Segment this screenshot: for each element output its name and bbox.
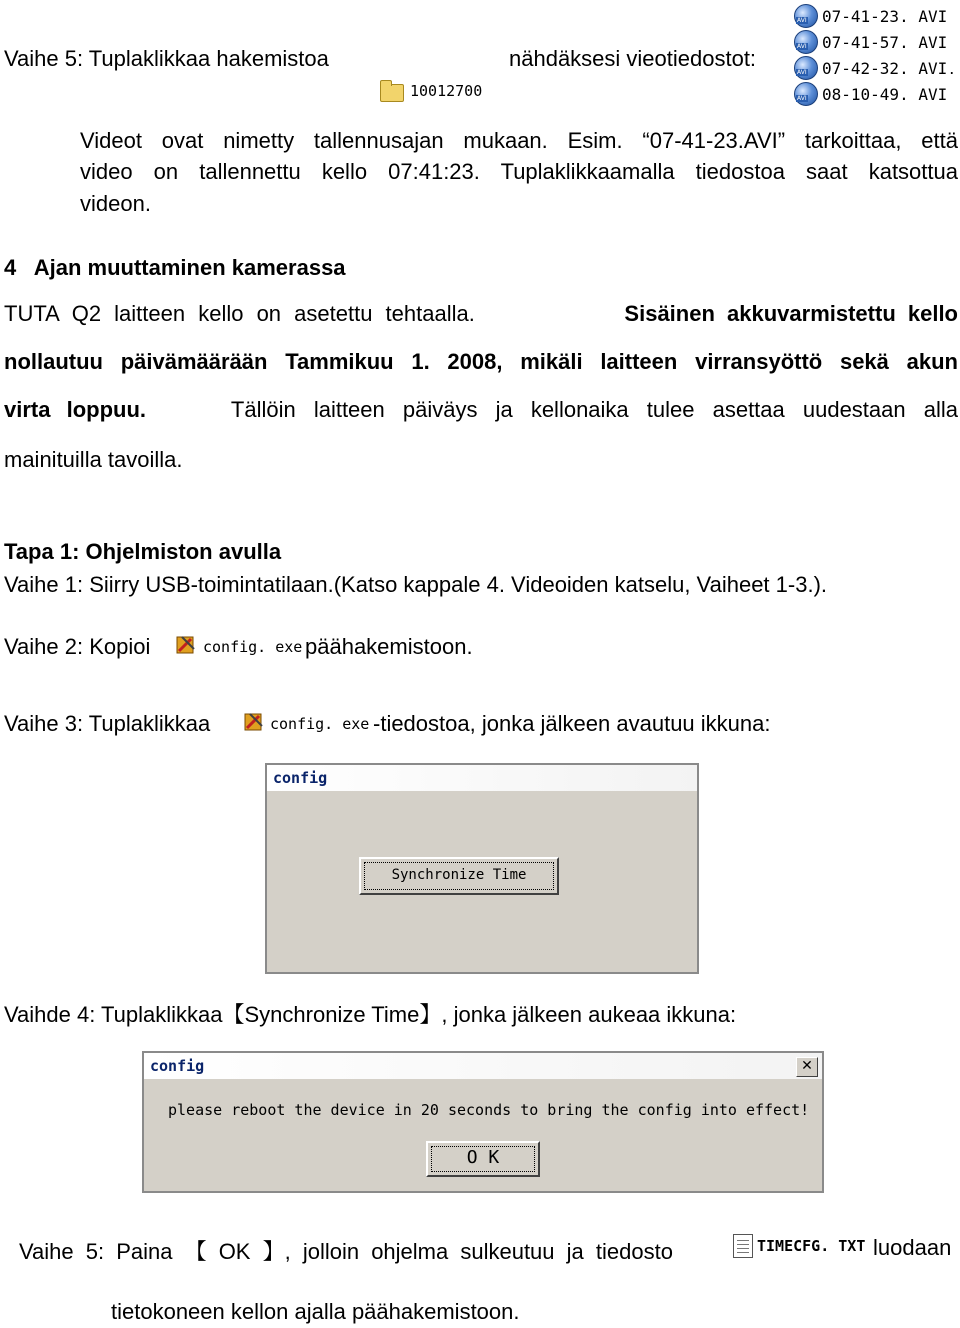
method-step1: Vaihe 1: Siirry USB-toimintatilaan.(Katso kappale 4. Videoiden katselu, Vaiheet 1-3.).	[4, 572, 828, 597]
exe-filename[interactable]: config. exe	[270, 715, 370, 733]
synchronize-time-button[interactable]	[359, 857, 559, 895]
avi-video-icon	[794, 56, 818, 80]
file-row[interactable]	[794, 56, 954, 80]
file-name: 07-42-32. AVI	[822, 58, 948, 78]
ok-button[interactable]	[426, 1141, 540, 1177]
section4-line3	[4, 397, 958, 423]
exe-filename[interactable]: config. exe	[203, 638, 303, 656]
config-exe-icon[interactable]	[174, 632, 198, 656]
section4-line1	[4, 301, 958, 327]
file-name: 08-10-49. AVI	[822, 84, 948, 104]
file-row[interactable]	[794, 82, 947, 106]
close-icon[interactable]: ✕	[796, 1057, 818, 1077]
button-label: Synchronize Time	[391, 867, 527, 883]
method-step5-line2: tietokoneen kellon ajalla päähakemistoon.	[111, 1299, 520, 1324]
section4-line1-bold: Sisäinen akkuvarmistettu kello	[624, 301, 958, 326]
method-step5: Vaihe 5: Paina 【 OK 】, jolloin ohjelma sulkeutuu ja tiedosto	[19, 1239, 673, 1264]
file-name: 07-41-23. AVI	[822, 6, 948, 26]
para1-line2: video on tallennettu kello 07:41:23. Tuplaklikkaamalla tiedostoa saat katsottua	[80, 159, 958, 184]
step5-folder-text-right: nähdäksesi vieotiedostot:	[509, 46, 757, 71]
text-file-icon[interactable]	[733, 1234, 753, 1258]
method-step2: Vaihe 2: Kopioi	[4, 634, 151, 659]
avi-video-icon	[794, 30, 818, 54]
method-step3: Vaihe 3: Tuplaklikkaa	[4, 711, 211, 736]
method-step4: Vaihde 4: Tuplaklikkaa【Synchronize Time】, jonka jälkeen aukeaa ikkuna:	[4, 1002, 737, 1027]
button-label: O K	[466, 1147, 500, 1168]
trailing-dot: .	[949, 57, 955, 78]
section-heading: 4 Ajan muuttaminen kamerassa	[4, 255, 346, 280]
section4-line3-bold: virta loppuu.	[4, 397, 146, 422]
para1-line3: videon.	[80, 191, 151, 216]
folder-name[interactable]: 10012700	[410, 82, 483, 100]
file-row[interactable]	[794, 4, 947, 28]
method-heading: Tapa 1: Ohjelmiston avulla	[4, 539, 282, 564]
method-step2-after: päähakemistoon.	[305, 634, 473, 659]
file-row[interactable]	[794, 30, 947, 54]
method-step3-after: -tiedostoa, jonka jälkeen avautuu ikkuna:	[373, 711, 771, 736]
config-window	[265, 763, 699, 974]
avi-video-icon	[794, 82, 818, 106]
step5-folder-text: Vaihe 5: Tuplaklikkaa hakemistoa	[4, 46, 329, 71]
section4-line1-normal: TUTA Q2 laitteen kello on asetettu tehtaalla.	[4, 301, 475, 326]
config-exe-icon[interactable]	[242, 709, 266, 733]
config-reboot-window	[142, 1051, 824, 1193]
file-name: 07-41-57. AVI	[822, 32, 948, 52]
window-title: config	[267, 765, 697, 791]
section4-line2: nollautuu päivämäärään Tammikuu 1. 2008, mikäli laitteen virransyöttö sekä akun	[4, 349, 958, 374]
para1-line1: Videot ovat nimetty tallennusajan mukaan. Esim. “07-41-23.AVI” tarkoittaa, että	[80, 128, 958, 153]
avi-video-icon	[794, 4, 818, 28]
window-title: config	[144, 1053, 822, 1079]
reboot-message: please reboot the device in 20 seconds to bring the config into effect!	[168, 1101, 810, 1119]
folder-icon[interactable]	[380, 84, 404, 102]
section4-line4: mainituilla tavoilla.	[4, 447, 183, 472]
txt-filename[interactable]: TIMECFG. TXT	[757, 1237, 866, 1255]
method-step5-after: luodaan	[873, 1235, 952, 1260]
section4-line3-normal: Tällöin laitteen päiväys ja kellonaika tulee asettaa uudestaan alla	[230, 397, 958, 422]
